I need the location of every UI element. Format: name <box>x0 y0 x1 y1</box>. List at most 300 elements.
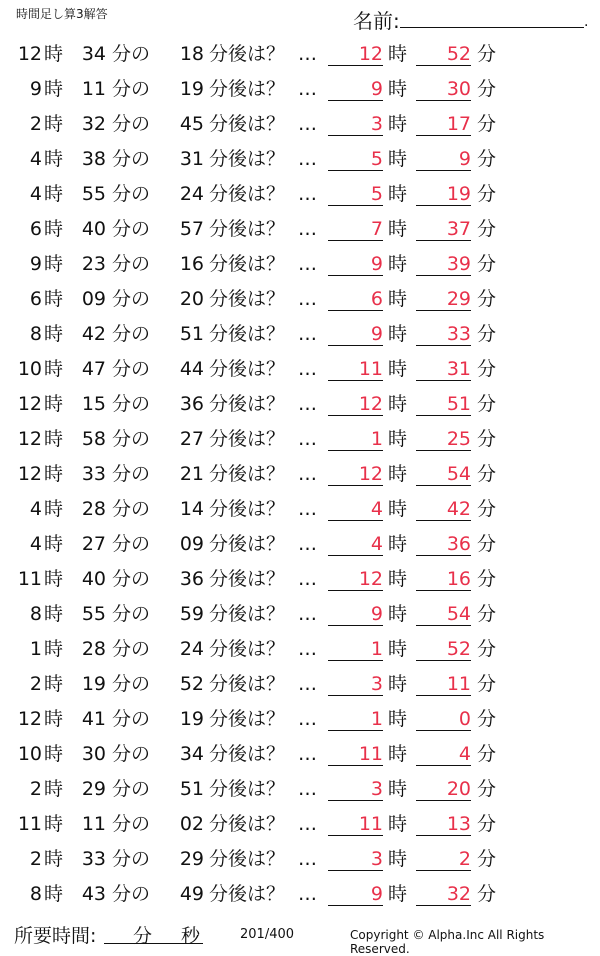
added-minutes: 18 <box>179 43 204 65</box>
after-question-label: 分後は？ <box>209 463 286 485</box>
ellipsis: … <box>298 743 316 765</box>
answer-hour: 9 <box>328 597 383 626</box>
added-minutes: 20 <box>179 288 204 310</box>
answer-minute-unit: 分 <box>477 848 497 870</box>
answer-hour-unit: 時 <box>388 113 408 135</box>
ellipsis: … <box>298 498 316 520</box>
answer-hour: 12 <box>328 457 383 486</box>
answer-hour-unit: 時 <box>388 743 408 765</box>
added-minutes: 59 <box>179 603 204 625</box>
answer-minute: 16 <box>416 562 471 591</box>
answer-hour-unit: 時 <box>388 883 408 905</box>
ellipsis: … <box>298 708 316 730</box>
answer-hour-unit: 時 <box>388 393 408 415</box>
answer-hour-unit: 時 <box>388 358 408 380</box>
minute-of-label: 分の <box>112 43 151 65</box>
minute-of-label: 分の <box>112 533 151 555</box>
answer-hour-unit: 時 <box>388 43 408 65</box>
hour-unit: 時 <box>44 778 64 800</box>
after-question-label: 分後は？ <box>209 393 286 415</box>
answer-hour: 3 <box>328 667 383 696</box>
problem-row <box>0 317 600 352</box>
ellipsis: … <box>298 183 316 205</box>
answer-minute-unit: 分 <box>477 323 497 345</box>
answer-hour-unit: 時 <box>388 288 408 310</box>
start-hour: 2 <box>29 778 42 800</box>
ellipsis: … <box>298 568 316 590</box>
answer-hour: 4 <box>328 527 383 556</box>
added-minutes: 36 <box>179 568 204 590</box>
answer-minute: 42 <box>416 492 471 521</box>
answer-minute-unit: 分 <box>477 638 497 660</box>
start-hour: 8 <box>29 883 42 905</box>
ellipsis: … <box>298 288 316 310</box>
answer-minute: 52 <box>416 37 471 66</box>
answer-minute: 37 <box>416 212 471 241</box>
start-hour: 8 <box>29 323 42 345</box>
answer-hour: 3 <box>328 772 383 801</box>
minute-of-label: 分の <box>112 498 151 520</box>
answer-hour-unit: 時 <box>388 463 408 485</box>
start-hour: 2 <box>29 848 42 870</box>
answer-hour-unit: 時 <box>388 498 408 520</box>
answer-hour-unit: 時 <box>388 568 408 590</box>
start-minute: 15 <box>81 393 106 415</box>
answer-hour-unit: 時 <box>388 183 408 205</box>
ellipsis: … <box>298 253 316 275</box>
answer-minute-unit: 分 <box>477 428 497 450</box>
after-question-label: 分後は？ <box>209 778 286 800</box>
start-hour: 11 <box>17 568 42 590</box>
answer-hour: 4 <box>328 492 383 521</box>
after-question-label: 分後は？ <box>209 78 286 100</box>
ellipsis: … <box>298 603 316 625</box>
minute-of-label: 分の <box>112 568 151 590</box>
after-question-label: 分後は？ <box>209 428 286 450</box>
added-minutes: 19 <box>179 708 204 730</box>
answer-hour-unit: 時 <box>388 533 408 555</box>
answer-hour: 11 <box>328 807 383 836</box>
ellipsis: … <box>298 533 316 555</box>
minute-of-label: 分の <box>112 638 151 660</box>
added-minutes: 24 <box>179 638 204 660</box>
after-question-label: 分後は？ <box>209 148 286 170</box>
answer-hour-unit: 時 <box>388 218 408 240</box>
after-question-label: 分後は？ <box>209 288 286 310</box>
start-minute: 43 <box>81 883 106 905</box>
minute-of-label: 分の <box>112 183 151 205</box>
start-hour: 9 <box>29 78 42 100</box>
name-line-end-dot: . <box>584 14 589 30</box>
answer-hour: 3 <box>328 107 383 136</box>
minute-of-label: 分の <box>112 603 151 625</box>
hour-unit: 時 <box>44 358 64 380</box>
start-hour: 10 <box>17 743 42 765</box>
added-minutes: 51 <box>179 778 204 800</box>
ellipsis: … <box>298 883 316 905</box>
problem-row <box>0 37 600 72</box>
ellipsis: … <box>298 638 316 660</box>
after-question-label: 分後は？ <box>209 883 286 905</box>
after-question-label: 分後は？ <box>209 253 286 275</box>
hour-unit: 時 <box>44 673 64 695</box>
minute-of-label: 分の <box>112 743 151 765</box>
hour-unit: 時 <box>44 78 64 100</box>
answer-minute: 25 <box>416 422 471 451</box>
start-hour: 6 <box>29 288 42 310</box>
answer-minute-unit: 分 <box>477 603 497 625</box>
name-blank-line <box>400 27 584 28</box>
answer-minute-unit: 分 <box>477 288 497 310</box>
minute-of-label: 分の <box>112 708 151 730</box>
added-minutes: 29 <box>179 848 204 870</box>
answer-hour-unit: 時 <box>388 638 408 660</box>
after-question-label: 分後は？ <box>209 708 286 730</box>
added-minutes: 16 <box>179 253 204 275</box>
added-minutes: 45 <box>179 113 204 135</box>
start-minute: 40 <box>81 218 106 240</box>
answer-minute: 51 <box>416 387 471 416</box>
start-minute: 27 <box>81 533 106 555</box>
answer-hour-unit: 時 <box>388 848 408 870</box>
problem-row <box>0 107 600 142</box>
answer-hour-unit: 時 <box>388 323 408 345</box>
added-minutes: 49 <box>179 883 204 905</box>
added-minutes: 19 <box>179 78 204 100</box>
start-minute: 42 <box>81 323 106 345</box>
minute-of-label: 分の <box>112 288 151 310</box>
answer-hour-unit: 時 <box>388 253 408 275</box>
start-minute: 55 <box>81 603 106 625</box>
answer-minute-unit: 分 <box>477 498 497 520</box>
problem-row <box>0 457 600 492</box>
added-minutes: 24 <box>179 183 204 205</box>
answer-hour-unit: 時 <box>388 708 408 730</box>
problem-row <box>0 667 600 702</box>
answer-minute-unit: 分 <box>477 533 497 555</box>
start-minute: 34 <box>81 43 106 65</box>
problem-row <box>0 352 600 387</box>
start-hour: 6 <box>29 218 42 240</box>
problem-row <box>0 877 600 912</box>
after-question-label: 分後は？ <box>209 218 286 240</box>
answer-minute-unit: 分 <box>477 743 497 765</box>
problem-row <box>0 632 600 667</box>
added-minutes: 21 <box>179 463 204 485</box>
answer-hour: 1 <box>328 632 383 661</box>
after-question-label: 分後は？ <box>209 183 286 205</box>
ellipsis: … <box>298 848 316 870</box>
answer-hour: 7 <box>328 212 383 241</box>
answer-hour: 1 <box>328 702 383 731</box>
hour-unit: 時 <box>44 533 64 555</box>
after-question-label: 分後は？ <box>209 813 286 835</box>
start-hour: 12 <box>17 428 42 450</box>
answer-minute: 54 <box>416 457 471 486</box>
problem-row <box>0 772 600 807</box>
answer-minute: 39 <box>416 247 471 276</box>
answer-hour: 9 <box>328 317 383 346</box>
answer-minute-unit: 分 <box>477 708 497 730</box>
hour-unit: 時 <box>44 883 64 905</box>
added-minutes: 52 <box>179 673 204 695</box>
hour-unit: 時 <box>44 43 64 65</box>
added-minutes: 36 <box>179 393 204 415</box>
after-question-label: 分後は？ <box>209 498 286 520</box>
after-question-label: 分後は？ <box>209 568 286 590</box>
problem-row <box>0 737 600 772</box>
answer-minute: 17 <box>416 107 471 136</box>
start-hour: 4 <box>29 498 42 520</box>
answer-minute: 36 <box>416 527 471 556</box>
answer-hour-unit: 時 <box>388 813 408 835</box>
answer-minute: 13 <box>416 807 471 836</box>
answer-minute: 31 <box>416 352 471 381</box>
minute-of-label: 分の <box>112 113 151 135</box>
minute-of-label: 分の <box>112 253 151 275</box>
problem-row <box>0 142 600 177</box>
hour-unit: 時 <box>44 463 64 485</box>
after-question-label: 分後は？ <box>209 358 286 380</box>
start-minute: 09 <box>81 288 106 310</box>
time-taken-label: 所要時間: <box>14 925 97 947</box>
start-hour: 10 <box>17 358 42 380</box>
problem-row <box>0 597 600 632</box>
hour-unit: 時 <box>44 638 64 660</box>
time-seconds-label: 秒 <box>181 925 201 947</box>
start-hour: 1 <box>29 638 42 660</box>
problem-row <box>0 282 600 317</box>
answer-hour-unit: 時 <box>388 78 408 100</box>
answer-hour-unit: 時 <box>388 603 408 625</box>
answer-hour: 9 <box>328 72 383 101</box>
problem-row <box>0 422 600 457</box>
ellipsis: … <box>298 393 316 415</box>
answer-minute: 29 <box>416 282 471 311</box>
start-hour: 9 <box>29 253 42 275</box>
answer-minute-unit: 分 <box>477 778 497 800</box>
answer-hour-unit: 時 <box>388 428 408 450</box>
hour-unit: 時 <box>44 288 64 310</box>
start-hour: 2 <box>29 113 42 135</box>
problem-row <box>0 562 600 597</box>
start-minute: 28 <box>81 498 106 520</box>
start-hour: 8 <box>29 603 42 625</box>
minute-of-label: 分の <box>112 848 151 870</box>
hour-unit: 時 <box>44 113 64 135</box>
ellipsis: … <box>298 778 316 800</box>
start-minute: 19 <box>81 673 106 695</box>
answer-hour: 12 <box>328 37 383 66</box>
added-minutes: 34 <box>179 743 204 765</box>
minute-of-label: 分の <box>112 78 151 100</box>
name-label: 名前: <box>353 9 400 33</box>
after-question-label: 分後は？ <box>209 603 286 625</box>
start-minute: 33 <box>81 848 106 870</box>
added-minutes: 57 <box>179 218 204 240</box>
answer-hour-unit: 時 <box>388 673 408 695</box>
problem-row <box>0 492 600 527</box>
minute-of-label: 分の <box>112 148 151 170</box>
start-minute: 29 <box>81 778 106 800</box>
start-minute: 33 <box>81 463 106 485</box>
answer-minute: 2 <box>416 842 471 871</box>
answer-minute-unit: 分 <box>477 253 497 275</box>
hour-unit: 時 <box>44 323 64 345</box>
start-hour: 4 <box>29 148 42 170</box>
minute-of-label: 分の <box>112 813 151 835</box>
problem-row <box>0 702 600 737</box>
problem-row <box>0 527 600 562</box>
start-hour: 12 <box>17 393 42 415</box>
added-minutes: 02 <box>179 813 204 835</box>
hour-unit: 時 <box>44 428 64 450</box>
start-minute: 11 <box>81 78 106 100</box>
ellipsis: … <box>298 428 316 450</box>
ellipsis: … <box>298 218 316 240</box>
ellipsis: … <box>298 78 316 100</box>
answer-hour-unit: 時 <box>388 148 408 170</box>
start-minute: 55 <box>81 183 106 205</box>
problem-row <box>0 807 600 842</box>
ellipsis: … <box>298 323 316 345</box>
answer-hour-unit: 時 <box>388 778 408 800</box>
ellipsis: … <box>298 673 316 695</box>
answer-hour: 9 <box>328 247 383 276</box>
answer-minute-unit: 分 <box>477 183 497 205</box>
ellipsis: … <box>298 463 316 485</box>
minute-of-label: 分の <box>112 393 151 415</box>
answer-minute: 11 <box>416 667 471 696</box>
answer-hour: 12 <box>328 387 383 416</box>
start-minute: 32 <box>81 113 106 135</box>
problem-row <box>0 177 600 212</box>
answer-minute-unit: 分 <box>477 393 497 415</box>
after-question-label: 分後は？ <box>209 113 286 135</box>
added-minutes: 27 <box>179 428 204 450</box>
problem-list <box>0 37 600 912</box>
answer-minute: 9 <box>416 142 471 171</box>
hour-unit: 時 <box>44 253 64 275</box>
problem-row <box>0 842 600 877</box>
start-minute: 58 <box>81 428 106 450</box>
copyright-notice: Copyright © Alpha.Inc All Rights Reserved. <box>350 928 545 956</box>
start-minute: 28 <box>81 638 106 660</box>
after-question-label: 分後は？ <box>209 323 286 345</box>
answer-minute: 20 <box>416 772 471 801</box>
answer-minute-unit: 分 <box>477 568 497 590</box>
start-hour: 11 <box>17 813 42 835</box>
answer-minute: 0 <box>416 702 471 731</box>
hour-unit: 時 <box>44 498 64 520</box>
answer-minute-unit: 分 <box>477 218 497 240</box>
minute-of-label: 分の <box>112 463 151 485</box>
page-number: 201/400 <box>240 927 295 942</box>
minute-of-label: 分の <box>112 673 151 695</box>
ellipsis: … <box>298 813 316 835</box>
answer-minute-unit: 分 <box>477 883 497 905</box>
answer-minute: 33 <box>416 317 471 346</box>
answer-hour: 5 <box>328 142 383 171</box>
problem-row <box>0 247 600 282</box>
answer-hour: 6 <box>328 282 383 311</box>
answer-hour: 9 <box>328 877 383 906</box>
start-minute: 11 <box>81 813 106 835</box>
answer-hour: 1 <box>328 422 383 451</box>
hour-unit: 時 <box>44 743 64 765</box>
answer-minute: 32 <box>416 877 471 906</box>
answer-minute: 4 <box>416 737 471 766</box>
answer-minute-unit: 分 <box>477 463 497 485</box>
start-hour: 12 <box>17 43 42 65</box>
added-minutes: 31 <box>179 148 204 170</box>
hour-unit: 時 <box>44 568 64 590</box>
answer-hour: 12 <box>328 562 383 591</box>
answer-minute: 19 <box>416 177 471 206</box>
hour-unit: 時 <box>44 148 64 170</box>
answer-minute-unit: 分 <box>477 148 497 170</box>
start-minute: 47 <box>81 358 106 380</box>
hour-unit: 時 <box>44 393 64 415</box>
after-question-label: 分後は？ <box>209 673 286 695</box>
start-hour: 4 <box>29 183 42 205</box>
start-hour: 12 <box>17 463 42 485</box>
start-hour: 2 <box>29 673 42 695</box>
start-minute: 40 <box>81 568 106 590</box>
answer-hour: 11 <box>328 737 383 766</box>
after-question-label: 分後は？ <box>209 638 286 660</box>
after-question-label: 分後は？ <box>209 848 286 870</box>
minute-of-label: 分の <box>112 428 151 450</box>
minute-of-label: 分の <box>112 358 151 380</box>
added-minutes: 44 <box>179 358 204 380</box>
answer-minute: 30 <box>416 72 471 101</box>
worksheet-title: 時間足し算3解答 <box>16 7 108 21</box>
answer-hour: 11 <box>328 352 383 381</box>
added-minutes: 09 <box>179 533 204 555</box>
after-question-label: 分後は？ <box>209 743 286 765</box>
answer-minute-unit: 分 <box>477 113 497 135</box>
answer-minute-unit: 分 <box>477 43 497 65</box>
ellipsis: … <box>298 43 316 65</box>
start-hour: 4 <box>29 533 42 555</box>
answer-minute-unit: 分 <box>477 813 497 835</box>
after-question-label: 分後は？ <box>209 533 286 555</box>
after-question-label: 分後は？ <box>209 43 286 65</box>
answer-hour: 5 <box>328 177 383 206</box>
problem-row <box>0 212 600 247</box>
hour-unit: 時 <box>44 813 64 835</box>
ellipsis: … <box>298 358 316 380</box>
answer-minute-unit: 分 <box>477 358 497 380</box>
start-minute: 23 <box>81 253 106 275</box>
answer-minute-unit: 分 <box>477 78 497 100</box>
hour-unit: 時 <box>44 708 64 730</box>
minute-of-label: 分の <box>112 883 151 905</box>
start-minute: 30 <box>81 743 106 765</box>
answer-minute: 54 <box>416 597 471 626</box>
minute-of-label: 分の <box>112 778 151 800</box>
answer-minute: 52 <box>416 632 471 661</box>
problem-row <box>0 387 600 422</box>
start-minute: 38 <box>81 148 106 170</box>
answer-minute-unit: 分 <box>477 673 497 695</box>
ellipsis: … <box>298 113 316 135</box>
answer-hour: 3 <box>328 842 383 871</box>
hour-unit: 時 <box>44 848 64 870</box>
hour-unit: 時 <box>44 603 64 625</box>
time-minutes-label: 分 <box>133 925 153 947</box>
